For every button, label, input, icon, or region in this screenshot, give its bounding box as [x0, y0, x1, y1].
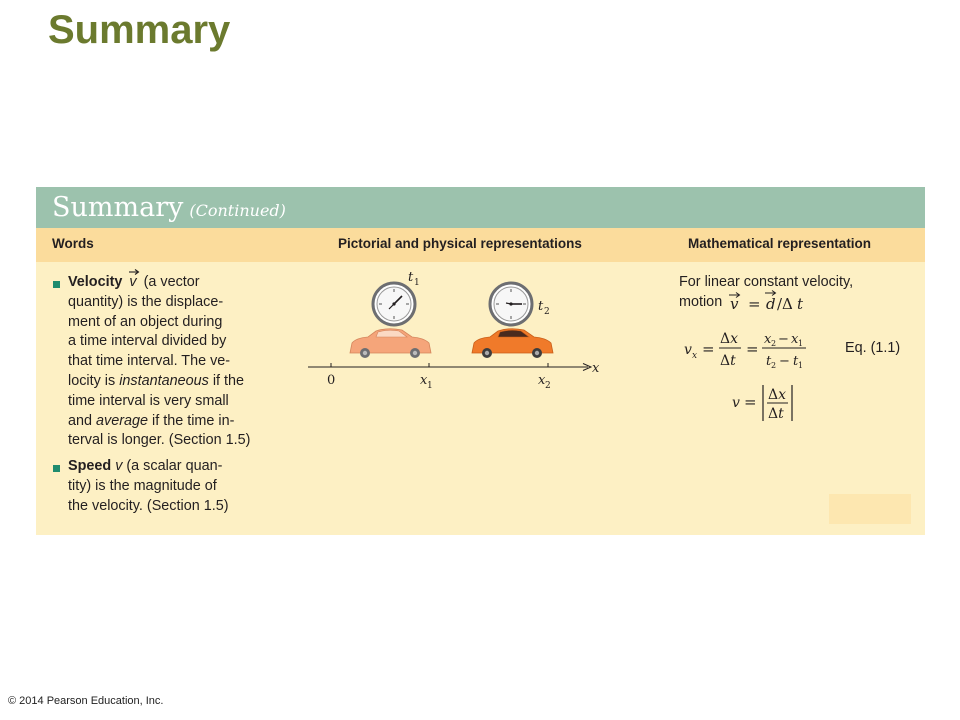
svg-text:Δt: Δt [768, 406, 784, 422]
svg-text:=: = [746, 340, 759, 358]
velocity-vector-formula [726, 285, 826, 315]
math-intro-line2: motion [679, 294, 723, 310]
x1-subscript: 1 [427, 381, 433, 391]
svg-text:2: 2 [771, 339, 777, 348]
copyright-notice: © 2014 Pearson Education, Inc. [8, 695, 164, 707]
svg-text:x: x [764, 332, 772, 347]
svg-text:x: x [692, 351, 698, 361]
x2-label: x [538, 373, 546, 388]
column-header-pictorial: Pictorial and physical representations [338, 236, 582, 251]
velocity-definition: Velocity v (a vector quantity) is the displace- ment of an object during a time interval divided by that time interval. The ve- locity is instantaneous if the time interval is very small and average if the time in- terval is longer. (Section 1.5) [68, 273, 278, 451]
svg-text:Δt: Δt [720, 353, 736, 369]
panel-subtitle: (Continued) [189, 201, 286, 220]
x1-label: x [420, 373, 428, 388]
panel-title: Summary [52, 192, 184, 223]
column-header-words: Words [52, 236, 94, 251]
svg-text:−: − [778, 332, 789, 347]
blank-placeholder [829, 494, 911, 524]
column-header-math: Mathematical representation [688, 236, 872, 251]
clock-icon [490, 283, 532, 325]
svg-text:Δx: Δx [768, 387, 787, 403]
svg-text:x: x [791, 332, 799, 347]
car-icon [472, 329, 553, 358]
svg-text:v: v [730, 295, 739, 313]
panel-header [36, 187, 925, 228]
clock2-label: t [538, 299, 544, 314]
equation-label: Eq. (1.1) [845, 340, 901, 356]
clock2-subscript: 2 [544, 307, 550, 317]
x2-subscript: 2 [545, 381, 551, 391]
svg-text:=: = [702, 340, 715, 358]
svg-text:2: 2 [771, 361, 777, 370]
velocity-term: Velocity [68, 274, 123, 290]
svg-text:v: v [732, 395, 740, 411]
slide-title: Summary [48, 8, 231, 52]
bullet-icon [53, 281, 60, 288]
svg-text:t: t [797, 295, 804, 313]
svg-text:t: t [793, 354, 799, 369]
svg-text:Δx: Δx [720, 331, 739, 347]
svg-text:t: t [766, 354, 772, 369]
clock1-label: t [408, 270, 414, 285]
car-icon [350, 329, 431, 358]
speed-term: Speed [68, 458, 112, 474]
clock1-subscript: 1 [414, 278, 420, 288]
velocity-symbol: v [129, 274, 137, 290]
svg-text:=: = [748, 295, 761, 313]
bullet-icon [53, 465, 60, 472]
vector-arrow-icon [128, 268, 140, 276]
svg-text:v: v [684, 342, 692, 358]
clock-icon [373, 283, 415, 325]
svg-text:d: d [766, 295, 776, 313]
summary-panel [36, 187, 925, 535]
svg-text:−: − [779, 354, 790, 369]
speed-formula [730, 381, 810, 426]
axis-label: x [592, 361, 600, 376]
svg-text:/Δ: /Δ [777, 295, 793, 313]
svg-text:1: 1 [798, 361, 804, 370]
math-intro-line1: For linear constant velocity, [679, 274, 854, 290]
speed-definition: Speed v (a scalar quan- tity) is the magnitude of the velocity. (Section 1.5) [68, 458, 229, 514]
motion-diagram [298, 267, 618, 397]
speed-symbol: v [115, 458, 123, 474]
origin-label: 0 [327, 373, 336, 388]
average-velocity-formula [682, 323, 822, 373]
svg-text:=: = [744, 393, 757, 411]
svg-text:1: 1 [798, 339, 804, 348]
